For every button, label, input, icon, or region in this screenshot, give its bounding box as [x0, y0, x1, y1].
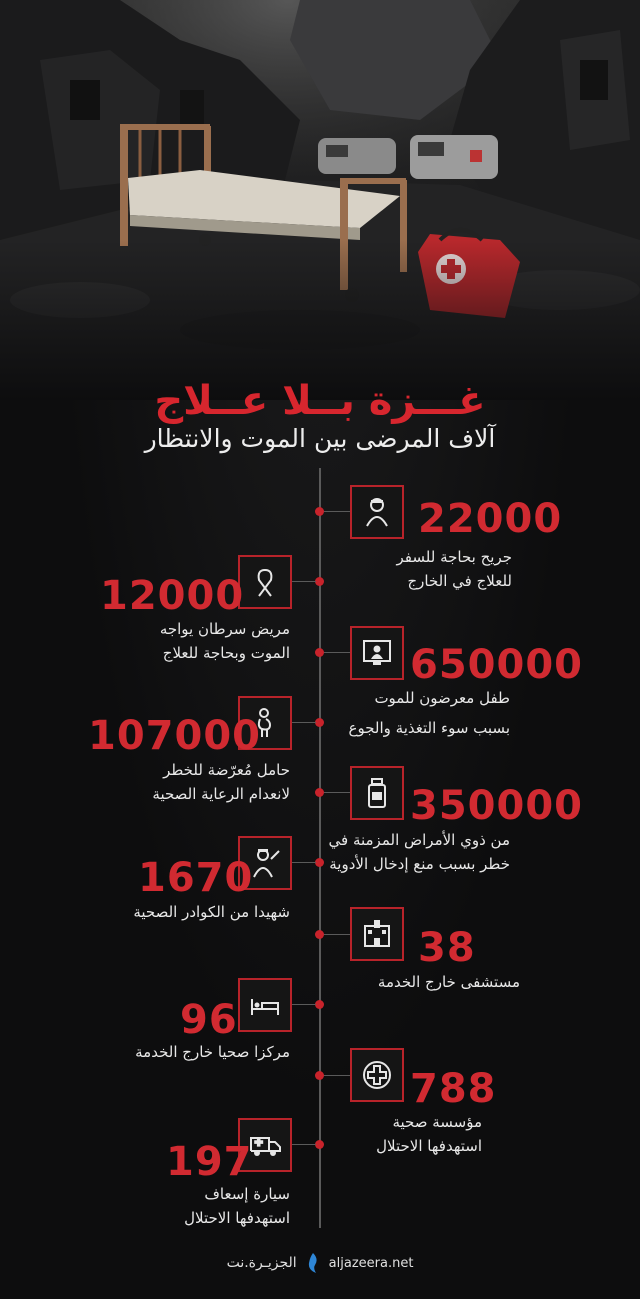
timeline-dot [315, 788, 324, 797]
page-title: غـــزة بــلا عــلاج [154, 378, 486, 424]
stat-number-staff: 1670 [138, 855, 254, 901]
timeline-connector [324, 1075, 350, 1076]
stat-label-line: استهدفها الاحتلال [184, 1209, 290, 1227]
stat-label-line: شهيدا من الكوادر الصحية [133, 903, 290, 921]
timeline-dot [315, 577, 324, 586]
timeline-connector [324, 934, 350, 935]
hospital-building-icon [350, 907, 404, 961]
aljazeera-logo-icon [303, 1250, 323, 1276]
stat-number-ambulances: 197 [166, 1139, 253, 1185]
child-monitor-icon [350, 626, 404, 680]
timeline-dot [315, 1000, 324, 1009]
timeline-connector [324, 511, 350, 512]
stat-label-hospitals [330, 970, 520, 994]
timeline-dot [315, 648, 324, 657]
medical-cross-icon [350, 1048, 404, 1102]
stat-label-injured [330, 545, 512, 593]
stat-label-ambulances [100, 1182, 290, 1230]
brand-english: aljazeera.net [328, 1255, 414, 1271]
stat-label-chronic [300, 828, 510, 876]
stat-label-staff [100, 900, 290, 924]
stat-label-line: الموت وبحاجة للعلاج [162, 644, 290, 662]
stat-number-chronic: 350000 [410, 783, 583, 829]
footer-brand [0, 1248, 640, 1278]
timeline-dot [315, 1071, 324, 1080]
timeline-connector [292, 722, 316, 723]
brand-arabic: الجزيـرة.نت [226, 1255, 297, 1271]
stat-label-line: جريح بحاجة للسفر [396, 548, 512, 566]
stat-number-children: 650000 [410, 642, 583, 688]
timeline-connector [292, 1004, 316, 1005]
timeline-dot [315, 718, 324, 727]
stat-number-injured: 22000 [418, 496, 563, 542]
timeline-dot [315, 507, 324, 516]
stat-label-centers [100, 1040, 290, 1064]
stat-label-pregnant [90, 758, 290, 806]
timeline-connector [292, 581, 316, 582]
timeline-connector [292, 1144, 316, 1145]
stat-number-cancer: 12000 [100, 573, 245, 619]
stat-label-line: مستشفى خارج الخدمة [377, 973, 520, 991]
stat-label-line: من ذوي الأمراض المزمنة في [328, 831, 510, 849]
stat-label-line: لانعدام الرعاية الصحية [152, 785, 290, 803]
stat-number-centers: 96 [180, 997, 238, 1043]
timeline-dot [315, 930, 324, 939]
timeline-connector [324, 652, 350, 653]
stat-label-line: سيارة إسعاف [204, 1185, 290, 1203]
stat-label-line: طفل معرضون للموت [374, 689, 510, 707]
stat-label-line: مؤسسة صحية [392, 1113, 482, 1131]
injured-person-icon [350, 485, 404, 539]
stat-number-pregnant: 107000 [88, 713, 261, 759]
stat-label-line: مريض سرطان يواجه [159, 620, 290, 638]
stat-label-line: حامل مُعرّضة للخطر [163, 761, 290, 779]
medicine-bottle-icon [350, 766, 404, 820]
timeline-dot [315, 858, 324, 867]
destroyed-street-illustration [0, 0, 640, 400]
hero-illustration [0, 0, 640, 400]
stat-label-institutions [300, 1110, 482, 1158]
stat-number-institutions: 788 [410, 1066, 497, 1112]
stat-label-children [300, 686, 510, 740]
stat-label-line: بسبب سوء التغذية والجوع [348, 719, 510, 737]
stat-label-line: مركزا صحيا خارج الخدمة [135, 1043, 290, 1061]
stat-label-cancer [100, 617, 290, 665]
hospital-bed-icon [238, 978, 292, 1032]
timeline-connector [292, 862, 316, 863]
stat-number-hospitals: 38 [418, 925, 476, 971]
page-subtitle: آلاف المرضى بين الموت والانتظار [144, 424, 496, 453]
stat-label-line: للعلاج في الخارج [407, 572, 512, 590]
timeline-connector [324, 792, 350, 793]
timeline-dot [315, 1140, 324, 1149]
stat-label-line: خطر بسبب منع إدخال الأدوية [329, 855, 510, 873]
cancer-ribbon-icon [238, 555, 292, 609]
stat-label-line: استهدفها الاحتلال [376, 1137, 482, 1155]
